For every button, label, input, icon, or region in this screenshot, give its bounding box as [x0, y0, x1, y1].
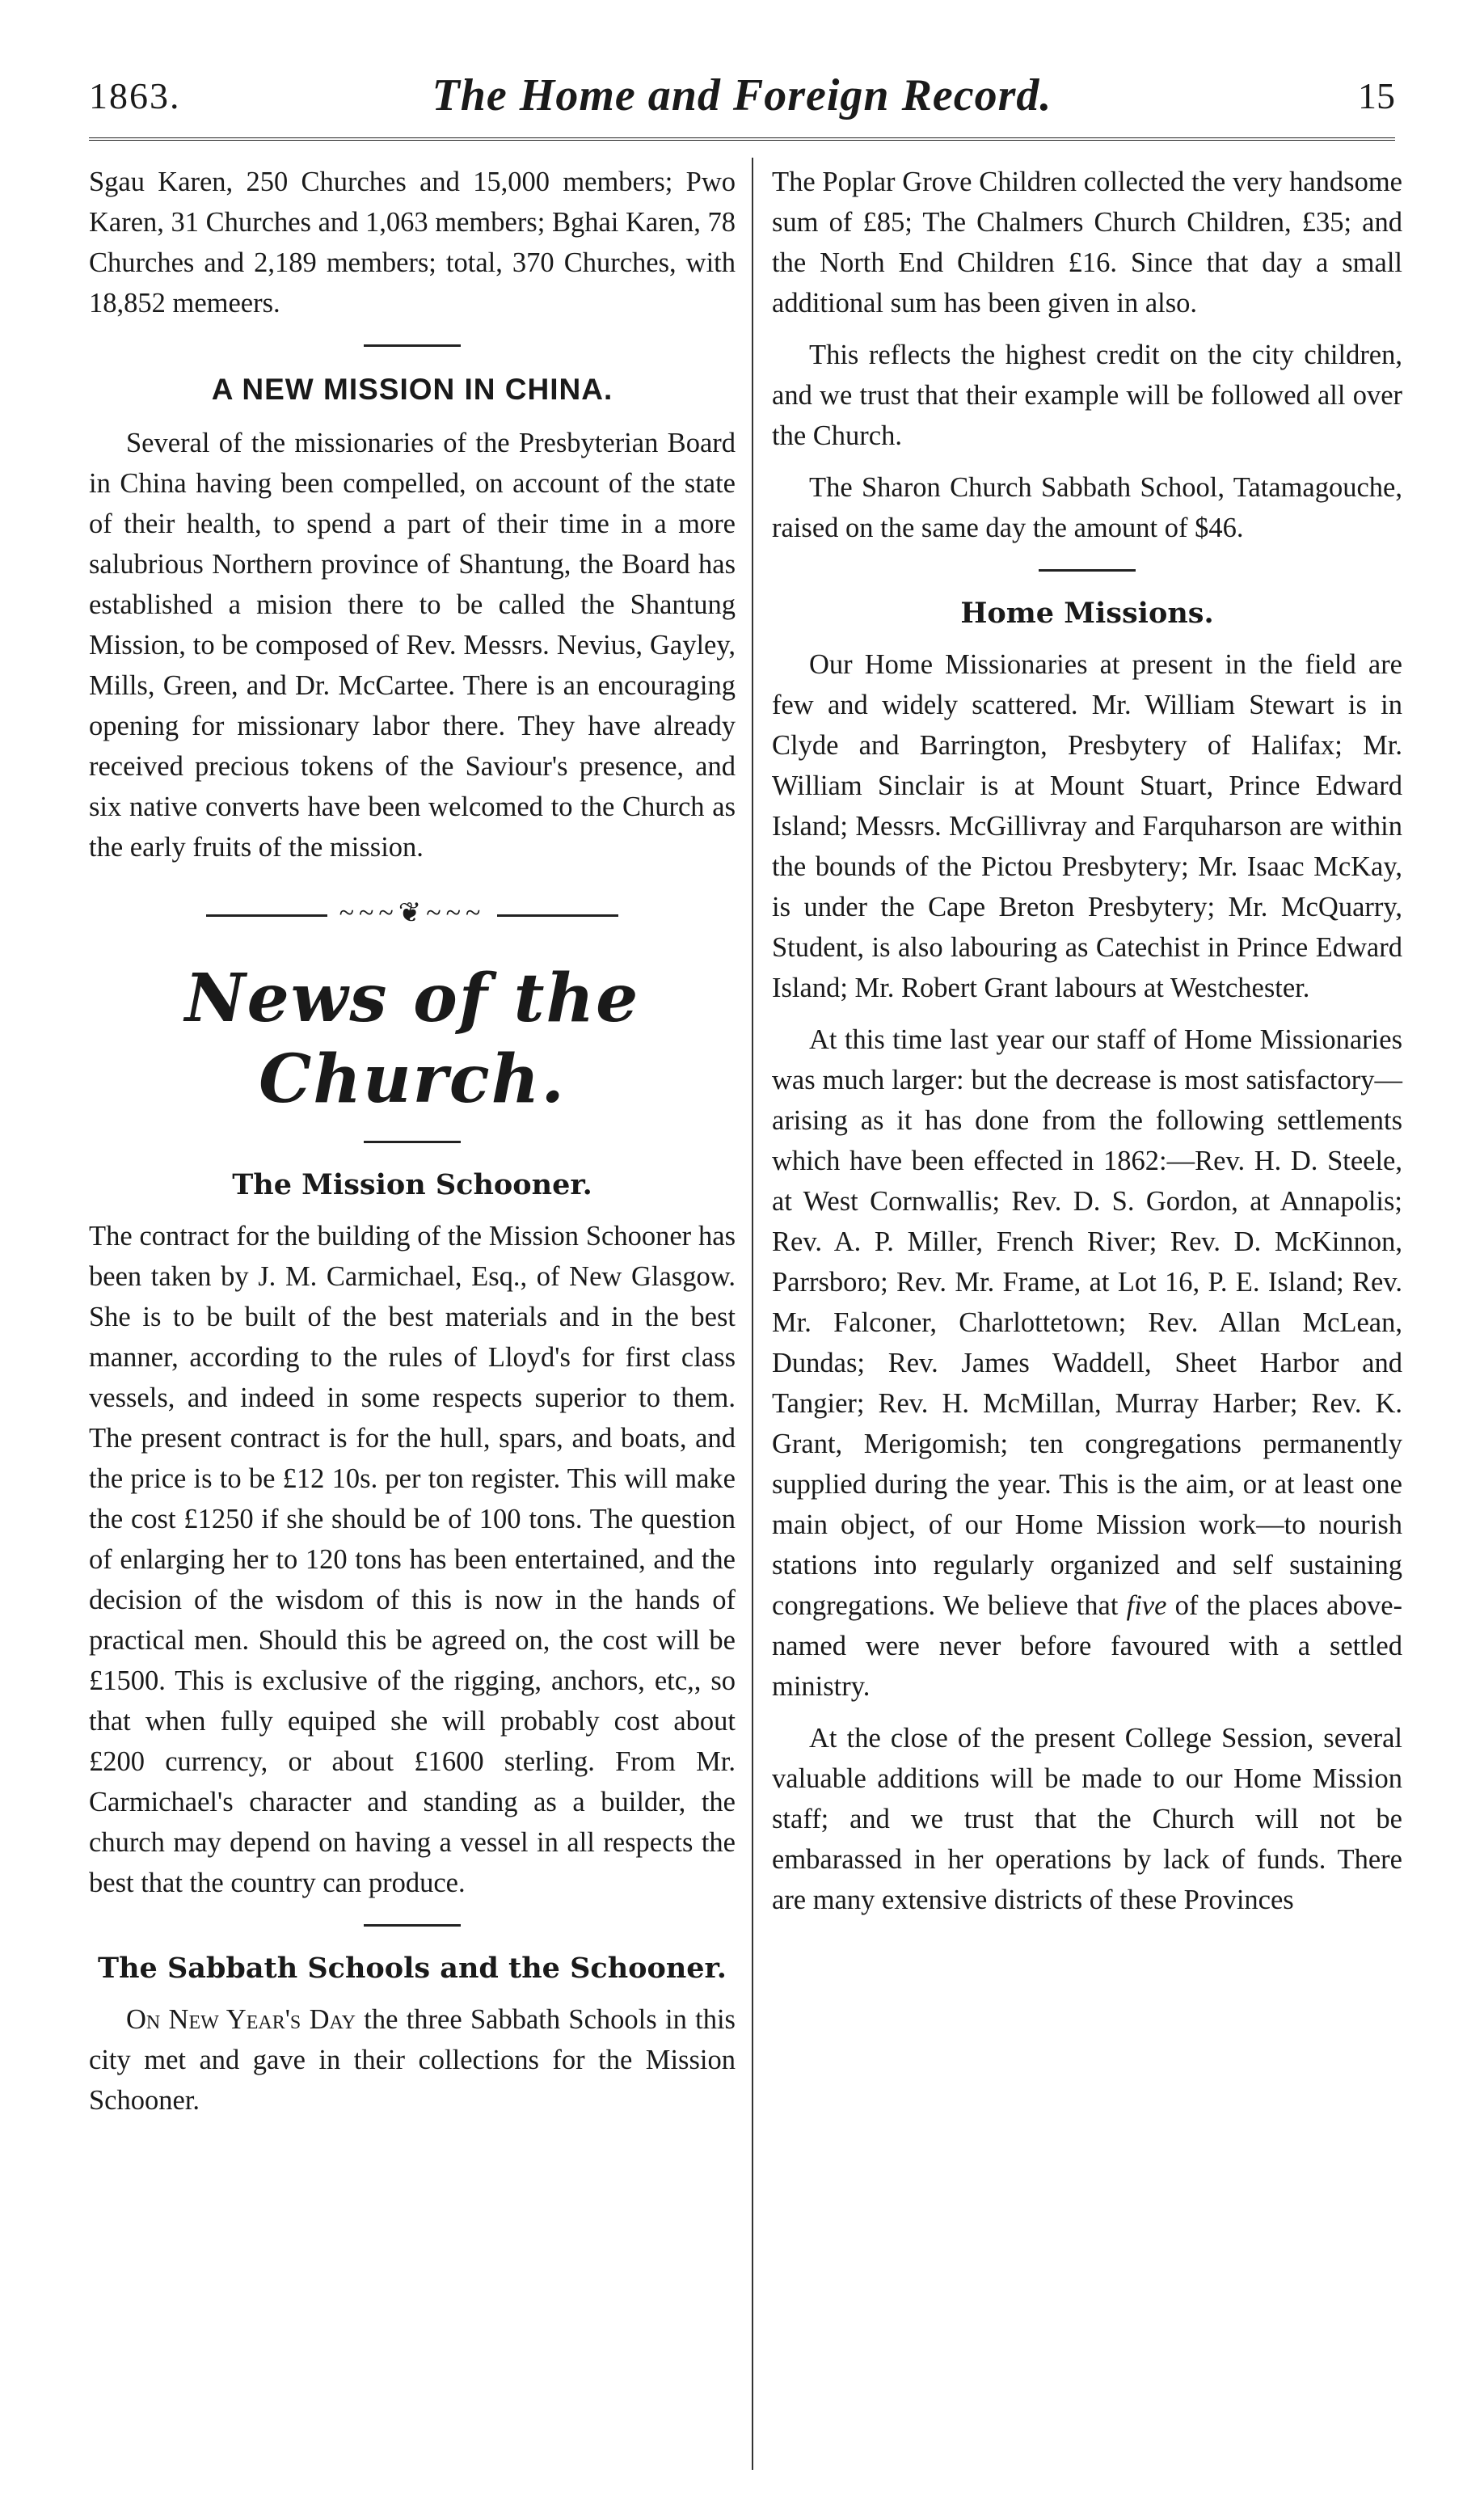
china-mission-heading: A NEW MISSION IN CHINA.	[211, 373, 613, 406]
left-column	[89, 162, 736, 2132]
section-divider-rule	[364, 1924, 461, 1927]
page-number: 15	[1358, 75, 1395, 116]
right-column	[772, 162, 1402, 1931]
staff-text-b: of the places above-named were never before favoured with a settled ministry.	[772, 1590, 1403, 1702]
sharon-church-paragraph: The Sharon Church Sabbath School, Tatamagouche, raised on the same day the amount of $46.	[772, 472, 1402, 543]
college-session-paragraph: At the close of the present College Session, several valuable additions will be made to our Home Mission staff; and we trust that the Church will not be embarassed in her operations by lack of funds. There are many extensive districts of these Provinces	[772, 1723, 1402, 1915]
section-divider-rule	[364, 344, 461, 347]
sabbath-schools-body	[89, 1999, 736, 2121]
staff-text-emphasis: five	[1126, 1590, 1167, 1621]
running-head	[89, 70, 1395, 131]
mission-schooner-heading: The Mission Schooner.	[232, 1168, 592, 1201]
ornament-glyph: ~~~❦~~~	[339, 898, 486, 928]
home-missions-heading: Home Missions.	[960, 597, 1214, 630]
credit-paragraph: This reflects the highest credit on the city children, and we trust that their example will be followed all over the Church.	[772, 340, 1402, 451]
new-years-day-lead: On New Year's Day	[126, 2004, 356, 2035]
section-divider-rule	[364, 1141, 461, 1143]
mission-schooner-body: The contract for the building of the Mission Schooner has been taken by J. M. Carmichael, Esq., of New Glasgow. She is to be built of the best materials and in the best manner, according to the rules of Lloyd's for first class vessels, and indeed in some respects superior to them. The present contract is for the hull, spars, and boats, and the price is to be £12 10s. per ton register. This will make the cost £1250 if she should be of 100 tons. The question of enlarging her to 120 tons has been entertained, and the decision of the wisdom of this is now in the hands of practical men. Should this be agreed on, the cost will be £1500. This is exclusive of the rigging, anchors, etc,, so that when fully equiped she will probably cost about £200 currency, or about £1600 sterling. From Mr. Carmichael's character and standing as a builder, the church may depend on having a vessel in all respects the best that the country can produce.	[89, 1221, 736, 1898]
collections-paragraph: The Poplar Grove Children collected the very handsome sum of £85; The Chalmers Church Children, £35; and the North End Children £16. Since that day a small additional sum has been given in also.	[772, 167, 1402, 319]
header-rule	[89, 137, 1395, 141]
staff-text-a: At this time last year our staff of Home Missionaries was much larger: but the decrease is most satisfactory—arising as it has done from the following settlements which have been effected in 1862:—Rev. H. D. Steele, at West Cornwallis; Rev. D. S. Gordon, at Annapolis; Rev. A. P. Miller, French River; Rev. D. McKinnon, Parrsboro; Rev. Mr. Frame, at Lot 16, P. E. Island; Rev. Mr. Falconer, Charlottetown; Rev. Allan McLean, Dundas; Rev. James Waddell, Sheet Harbor and Tangier; Rev. H. McMillan, Murray Harber; Rev. K. Grant, Merigomish; ten congregations permanently supplied during the year. This is the aim, or at least one main object, of our Home Mission work—to nourish stations into regularly organized and self sustaining congregations. We believe that	[772, 1024, 1402, 1621]
sabbath-schools-text: the three Sabbath Schools in this city met and gave in their collections for the Mission Schooner.	[89, 2004, 736, 2116]
section-divider-rule	[1039, 569, 1136, 572]
decorative-ornament	[89, 900, 736, 927]
sabbath-schools-heading: The Sabbath Schools and the Schooner.	[98, 1952, 727, 1985]
china-mission-body: Several of the missionaries of the Presbyterian Board in China having been compelled, on account of the state of their health, to spend a part of their time in a more salubrious Northern province of Shantung, the Board has established a mision there to be called the Shantung Mission, to be composed of Rev. Messrs. Nevius, Gayley, Mills, Green, and Dr. McCartee. There is an encouraging opening for missionary labor there. They have already received precious tokens of the Saviour's presence, and six native converts have been welcomed to the Church as the early fruits of the mission.	[89, 428, 736, 863]
running-head-year: 1863.	[89, 75, 181, 116]
karen-statistics-paragraph: Sgau Karen, 250 Churches and 15,000 members; Pwo Karen, 31 Churches and 1,063 members; Bghai Karen, 78 Churches and 2,189 members; total, 370 Churches, with 18,852 memeers.	[89, 167, 736, 319]
running-head-title: The Home and Foreign Record.	[432, 70, 1052, 120]
news-of-the-church-title: News of the Church.	[184, 960, 640, 1118]
staff-paragraph	[772, 1019, 1402, 1707]
ornament-line-right	[497, 914, 618, 917]
ornament-line-left	[206, 914, 327, 917]
home-missionaries-paragraph: Our Home Missionaries at present in the field are few and widely scattered. Mr. William Stewart is in Clyde and Barrington, Presbytery of Halifax; Mr. William Sinclair is at Mount Stuart, Prince Edward Island; Messrs. McGillivray and Farquharson are within the bounds of the Pictou Presbytery; Mr. Isaac McKay, is under the Cape Breton Presbytery; Mr. McQuarry, Student, is also labouring as Catechist in Prince Edward Island; Mr. Robert Grant labours at Westchester.	[772, 649, 1402, 1003]
column-divider	[752, 158, 753, 2470]
